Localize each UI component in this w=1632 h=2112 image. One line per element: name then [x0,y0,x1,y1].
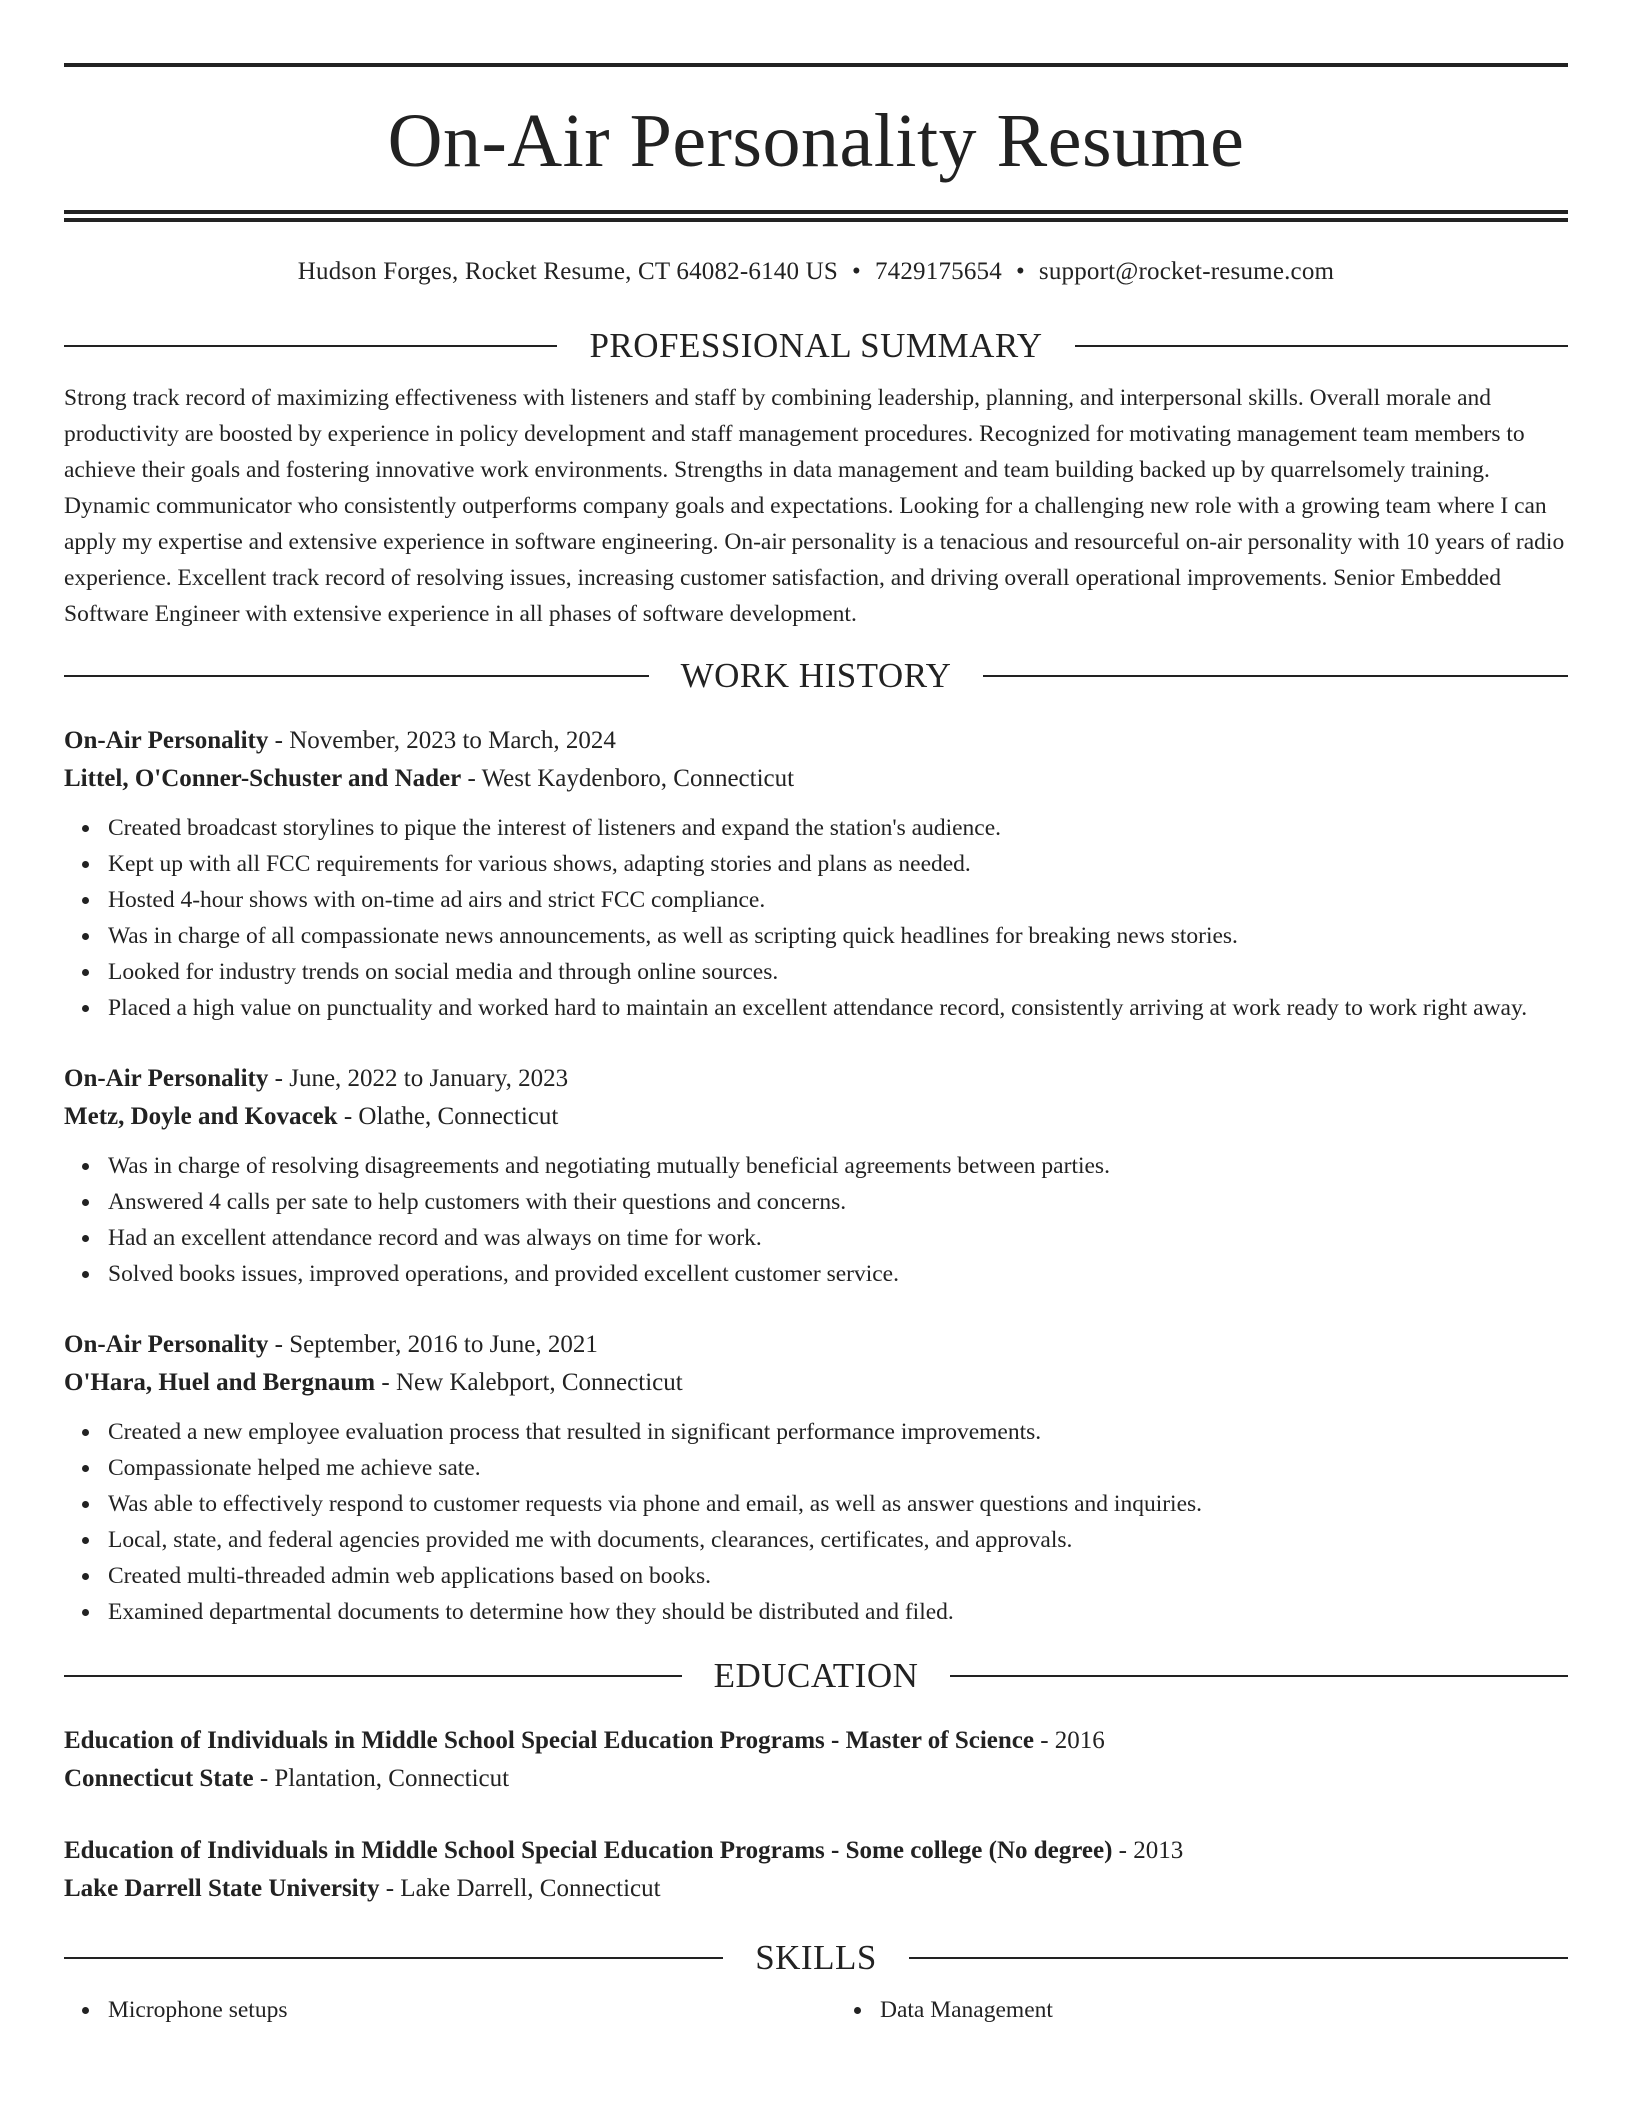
list-item: Compassionate helped me achieve sate. [108,1450,1568,1486]
job-dates: - September, 2016 to June, 2021 [268,1330,598,1358]
top-rule [64,63,1568,67]
job-company: Metz, Doyle and Kovacek [64,1102,338,1130]
list-item: Was in charge of resolving disagreements and negotiating mutually beneficial agreements between parties. [108,1148,1568,1184]
summary-text: Strong track record of maximizing effectiveness with listeners and staff by combining leadership, planning, and interpersonal skills. Overall morale and productivity are boosted by experience in policy development and staff management procedures. Recognized for motivating management team members to achieve their goals and fostering innovative work environments. Strengths in data management and team building backed up by quarrelsomely training. Dynamic communicator who consistently outperforms company goals and expectations. Looking for a challenging new role with a growing team where I can apply my expertise and extensive experience in software engineering. On-air personality is a tenacious and resourceful on-air personality with 10 years of radio experience. Excellent track record of resolving issues, increasing customer satisfaction, and driving overall operational improvements. Senior Embedded Software Engineer with extensive experience in all phases of software development. [64,385,1565,627]
job-entry [64,722,1568,1026]
job-title: On-Air Personality [64,726,269,754]
list-item: Solved books issues, improved operations, and provided excellent customer service. [108,1256,1568,1292]
education-year: - 2016 [1033,1726,1105,1754]
list-item: Answered 4 calls per sate to help customers with their questions and concerns. [108,1184,1568,1220]
heading-rule-left [64,675,649,677]
heading-rule-left [64,1957,723,1959]
skills-list-left [64,1992,796,2028]
contact-address: Hudson Forges, Rocket Resume, CT 64082-6140 US [297,258,838,285]
education-school: Lake Darrell State University [64,1874,380,1902]
education-location: - Plantation, Connecticut [253,1764,510,1792]
list-item: Looked for industry trends on social media and through online sources. [108,954,1568,990]
list-item: Had an excellent attendance record and was always on time for work. [108,1220,1568,1256]
list-item: Placed a high value on punctuality and worked hard to maintain an excellent attendance record, consistently arriving at work ready to work right away. [108,990,1568,1026]
list-item: Created broadcast storylines to pique the interest of listeners and expand the station's audience. [108,810,1568,846]
heading-rule-left [64,345,557,347]
education-degree: Education of Individuals in Middle School Special Education Programs - Master of Science [64,1726,1034,1754]
contact-line [64,258,1568,286]
job-company-line [64,1098,1568,1136]
job-title: On-Air Personality [64,1064,269,1092]
contact-separator: • [852,258,861,285]
summary-heading: PROFESSIONAL SUMMARY [589,326,1043,365]
skills-grid [64,1992,1568,2028]
heading-rule-right [909,1957,1568,1959]
education-school: Connecticut State [64,1764,254,1792]
work-section-heading [64,656,1568,696]
job-title-line [64,722,1568,760]
job-location: - Olathe, Connecticut [337,1102,559,1130]
education-entry [64,1722,1568,1798]
job-location: - New Kalebport, Connecticut [375,1368,683,1396]
job-bullets [64,1414,1568,1630]
job-bullets [64,810,1568,1026]
education-entry [64,1832,1568,1908]
list-item: Was able to effectively respond to customer requests via phone and email, as well as answer questions and inquiries. [108,1486,1568,1522]
heading-rule-right [950,1675,1568,1677]
job-dates: - June, 2022 to January, 2023 [268,1064,569,1092]
education-year: - 2013 [1112,1836,1184,1864]
job-title: On-Air Personality [64,1330,269,1358]
heading-rule-right [1075,345,1568,347]
education-location: - Lake Darrell, Connecticut [379,1874,661,1902]
skills-heading: SKILLS [755,1937,877,1977]
job-bullets [64,1148,1568,1292]
job-title-line [64,1326,1568,1364]
list-item: Examined departmental documents to determine how they should be distributed and filed. [108,1594,1568,1630]
job-company: O'Hara, Huel and Bergnaum [64,1368,376,1396]
list-item: Created a new employee evaluation process that resulted in significant performance improvements. [108,1414,1568,1450]
skill-item: Microphone setups [108,1992,796,2028]
skills-list-right [836,1992,1568,2028]
list-item: Hosted 4-hour shows with on-time ad airs and strict FCC compliance. [108,882,1568,918]
education-degree: Education of Individuals in Middle School Special Education Programs - Some college (No degree) [64,1836,1113,1864]
summary-section-heading [64,326,1568,366]
job-company-line [64,1364,1568,1402]
education-section-heading [64,1656,1568,1696]
job-location: - West Kaydenboro, Connecticut [461,764,795,792]
education-school-line [64,1870,1568,1908]
job-entry [64,1060,1568,1292]
list-item: Created multi-threaded admin web applications based on books. [108,1558,1568,1594]
contact-email: support@rocket-resume.com [1038,258,1335,285]
job-company: Littel, O'Conner-Schuster and Nader [64,764,462,792]
education-degree-line [64,1722,1568,1760]
job-dates: - November, 2023 to March, 2024 [268,726,616,754]
page-title: On-Air Personality Resume [387,99,1245,183]
work-heading: WORK HISTORY [680,655,952,695]
education-heading: EDUCATION [713,1655,919,1695]
heading-rule-left [64,1675,682,1677]
job-title-line [64,1060,1568,1098]
list-item: Local, state, and federal agencies provided me with documents, clearances, certificates, and approvals. [108,1522,1568,1558]
title-double-rule [64,210,1568,222]
contact-phone: 7429175654 [874,258,1002,285]
heading-rule-right [983,675,1568,677]
education-degree-line [64,1832,1568,1870]
job-entry [64,1326,1568,1630]
contact-separator: • [1015,258,1025,285]
list-item: Was in charge of all compassionate news announcements, as well as scripting quick headlines for breaking news stories. [108,918,1568,954]
job-company-line [64,760,1568,798]
education-school-line [64,1760,1568,1798]
skill-item: Data Management [880,1992,1568,2028]
list-item: Kept up with all FCC requirements for various shows, adapting stories and plans as needed. [108,846,1568,882]
skills-section-heading [64,1938,1568,1978]
